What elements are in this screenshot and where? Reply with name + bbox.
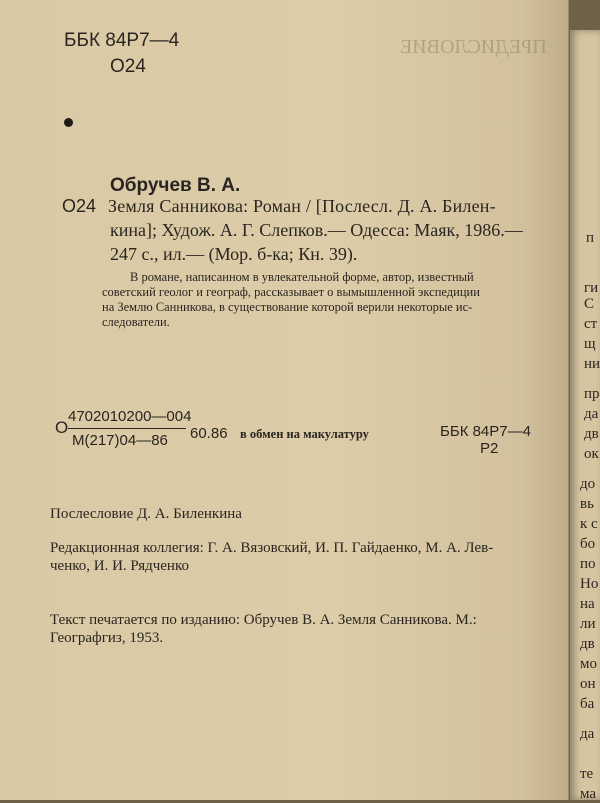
bbk-code-bottom-2: Р2	[480, 440, 499, 457]
code-numerator: 4702010200—004	[68, 408, 192, 425]
edge-text: пр	[584, 386, 600, 402]
bleed-through-text: ПРЕДИСЛОВИЕ	[400, 36, 547, 58]
afterword-credit: Послесловие Д. А. Биленкина	[50, 506, 242, 522]
edge-text: ст	[584, 316, 598, 332]
edge-text: к с	[580, 516, 598, 532]
edge-text: щ	[584, 336, 596, 352]
editorial-line-1: Редакционная коллегия: Г. А. Вязовский, И. П. Гайдаенко, М. А. Лев-	[50, 540, 494, 556]
edge-text: дв	[584, 426, 599, 442]
edge-text: ок	[584, 446, 599, 462]
edge-text: да	[580, 726, 595, 742]
edge-text: он	[580, 676, 596, 692]
code-denominator: М(217)04—86	[72, 432, 168, 449]
edge-text: до	[580, 476, 596, 492]
edge-text: ма	[580, 786, 597, 802]
bbk-code: ББК 84Р7—4	[64, 30, 180, 51]
edge-text: С	[584, 296, 595, 312]
entry-desc-line-1: Земля Санникова: Роман / [Послесл. Д. А. Билен-	[108, 196, 496, 216]
edge-text: п	[586, 230, 595, 246]
bullet-dot	[64, 118, 73, 127]
edge-text: ги	[584, 280, 599, 296]
author-mark: О24	[110, 56, 146, 77]
source-line-2: Географгиз, 1953.	[50, 630, 164, 646]
edge-text: мо	[580, 656, 597, 672]
code-year: 60.86	[190, 425, 228, 442]
edge-text: Но	[580, 576, 599, 592]
edge-text: ли	[580, 616, 596, 632]
edge-text: да	[584, 406, 599, 422]
edge-text: бо	[580, 536, 596, 552]
annotation-line-2: советский геолог и географ, рассказывает о вымышленной экспедиции	[102, 285, 480, 299]
entry-author: Обручев В. А.	[110, 175, 241, 196]
editorial-line-2: ченко, И. И. Рядченко	[50, 558, 189, 574]
annotation-line-1: В романе, написанном в увлекательной форме, автор, известный	[130, 270, 474, 284]
edge-text: ни	[584, 356, 600, 372]
edge-text: те	[580, 766, 594, 782]
edge-text: по	[580, 556, 596, 572]
entry-desc-line-2: кина]; Худож. А. Г. Слепков.— Одесса: Маяк, 1986.—	[110, 220, 523, 240]
bbk-code-bottom: ББК 84Р7—4	[440, 423, 531, 440]
source-line-1: Текст печатается по изданию: Обручев В. А. Земля Санникова. М.:	[50, 612, 477, 628]
next-page-edge	[570, 30, 600, 800]
fraction-line	[68, 428, 186, 429]
edge-text: дв	[580, 636, 595, 652]
edge-text: вь	[580, 496, 594, 512]
edge-text: на	[580, 596, 595, 612]
entry-desc-line-3: 247 с., ил.— (Мор. б-ка; Кн. 39).	[110, 244, 358, 264]
entry-mark: О24	[62, 196, 97, 216]
annotation-line-3: на Землю Санникова, в существование которой верили некоторые ис-	[102, 300, 473, 314]
code-prefix: О	[55, 418, 69, 437]
edge-text: ба	[580, 696, 595, 712]
annotation-line-4: следователи.	[102, 315, 170, 329]
exchange-note: в обмен на макулатуру	[240, 427, 369, 441]
